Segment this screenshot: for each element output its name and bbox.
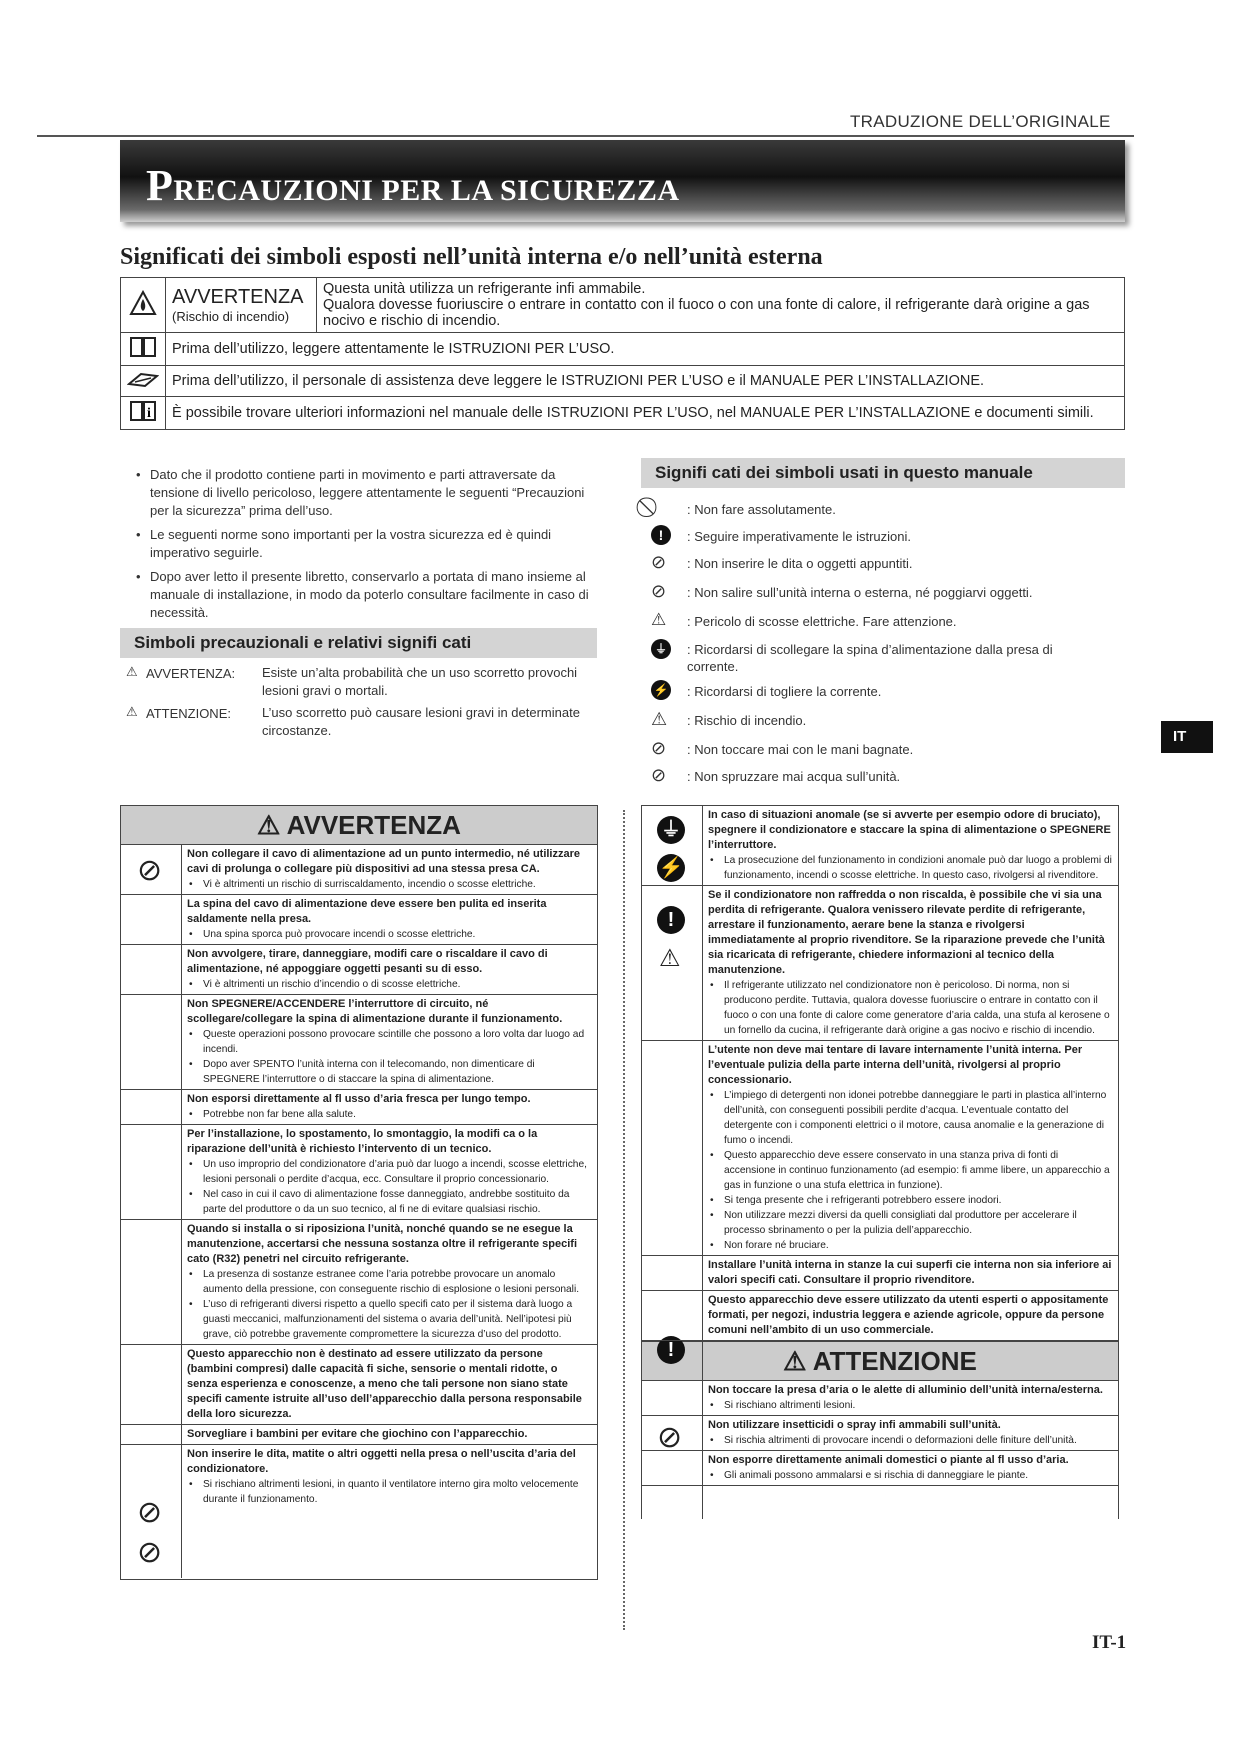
electric-shock-icon: ⚠ [651,610,667,629]
no-fingers-icon: ⊘ [651,552,667,572]
caution-row: Non utilizzare insetticidi o spray infi ammabili sull’unità. • Si rischia altrimenti di provocare incendi o deformazioni delle finiture dell’unità. [642,1416,1118,1451]
warning-row: Non SPEGNERE/ACCENDERE l’interruttore di circuito, né scollegare/collegare la spina di alimentazione durante il funzionamento. • Queste operazioni possono provocare scintille che possono a loro volta dar luogo ad incendi. • Dopo aver SPENTO l’unità interna con il telecomando, non dimenticare di SPEGNERE l’interruttore o di staccare la spina di alimentazione. [121,995,597,1090]
manual-symbols-list: : Non fare assolutamente. ! : Seguire imperativamente le istruzioni. ⊘ : Non inserire le dita o oggetti appuntiti. ⊘ : Non salire sull’unità interna o esterna, né poggiarvi oggetti. ⚠ : Pericolo di scosse elettriche. Fare attenzione. ⏚ : Ricordarsi di scollegare la spina d’alimentazione dalla presa di corrente. ⚡ : Ricordarsi di togliere la corrente. ⚠ : Rischio di incendio. ⊘ : Non toccare mai con le mani bagnate. ⊘ : Non spruzzare mai acqua sull’unità. [651,502,1053,785]
warning-row: Installare l’unità interna in stanze la cui superfi cie interna non sia inferiore ai valori specifi cati. Consultare il proprio rivenditore. [642,1256,1118,1291]
intro-bullet: • Le seguenti norme sono importanti per la vostra sicurezza ed è quindi imperativo seguirle. [148,526,594,562]
warning-label-cell: AVVERTENZA (Rischio di incendio) [166,278,317,333]
warning-row: Questo apparecchio deve essere utilizzato da utenti esperti o appositamente formati, per negozi, industria leggera e aziende agricole, oppure da persone comuni nell’ambito di un uso commerciale. [642,1291,1118,1341]
warning-triangle-icon: ⚠ [126,664,138,679]
unplug-icon: ⏚ [651,639,671,659]
warning-text: Questa unità utilizza un refrigerante infi ammabile. Qualora dovesse fuoriuscire o entrare in contatto con il fuoco o con una fonte di calore, il refrigerante darà origine a gas nocivo e rischio di incendio. [317,278,1125,333]
manual-symbols-heading: Signifi cati dei simboli usati in questo manuale [641,458,1125,488]
info-book-icon [121,397,166,430]
page-number: IT-1 [1092,1632,1127,1653]
power-off-icon: ⚡ [657,854,685,882]
warning-box-continued [641,805,1119,1519]
warning-row: Sorvegliare i bambini per evitare che giochino con l’apparecchio. [121,1425,597,1445]
intro-bullets [134,466,594,628]
symbol-row-3: È possibile trovare ulteriori informazioni nel manuale delle ISTRUZIONI PER L’USO, nel MANUALE PER L’INSTALLAZIONE e documenti simili. [166,397,1125,430]
language-tab: IT [1161,721,1213,753]
warning-row: L’utente non deve mai tentare di lavare internamente l’unità interna. Per l’eventuale pulizia della parte interna dell’unità, rivolgersi al proprio concessionario. • L’impiego di detergenti non idonei potrebbe danneggiare le parti in plastica all’interno dell’unità, con conseguenti possibili perdite d’acqua. L’eventuale contatto del detergente con i componenti elettrici o il motore, causa anomalie e la generazione di fumo o incendi. • Questo apparecchio deve essere conservato in una stanza priva di fonti di accensione in continuo funzionamento (ad esempio: fi amme libere, un apparecchio a gas in funzione o una stufa elettrica in funzione). • Si tenga presente che i refrigeranti potrebbero essere inodori. • Non utilizzare mezzi diversi da quelli consigliati dal produttore per accelerare il processo sbrinamento o per la pulizia dell’apparecchio. • Non forare né bruciare. [642,1041,1118,1256]
no-wet-hands-icon: ⊘ [651,738,667,758]
warning-row: In caso di situazioni anomale (se si avverte per esempio odore di bruciato), spegnere il condizionatore e staccare la spina di alimentazione o SPEGNERE l’interruttore. • La prosecuzione del funzionamento in condizioni anomale può dar luogo a problemi di funzionamento, incendi o scosse elettriche. In questo caso, rivolgersi al rivenditore. [642,806,1118,886]
intro-bullet: • Dopo aver letto il presente libretto, conservarlo a portata di mano insieme al manuale di installazione, in modo da poterlo consultare facilmente in caso di necessità. [148,568,594,622]
warning-row: La spina del cavo di alimentazione deve essere ben pulita ed inserita saldamente nella presa. • Una spina sporca può provocare incendi o scosse elettriche. [121,895,597,945]
warning-box-title: ⚠ AVVERTENZA [121,806,597,845]
warning-row: Non avvolgere, tirare, danneggiare, modifi care o riscaldare il cavo di alimentazione, né appoggiare oggetti pesanti su di esso. • Vi è altrimenti un rischio d’incendio o di scosse elettriche. [121,945,597,995]
mandatory-icon: ! [651,525,671,545]
caution-triangle-icon: ⚠ [126,704,138,719]
warning-title-icon: ⚠ [257,810,287,840]
caution-box-title: ⚠ ATTENZIONE [642,1341,1118,1381]
power-off-icon: ⚡ [651,680,671,700]
warning-row: Non inserire le dita, matite o altri oggetti nella presa o nell’uscita d’aria del condizionatore. • Si rischiano altrimenti lesioni, in quanto il ventilatore interno gira molto velocemente durante il funzionamento. [121,1445,597,1509]
symbols-heading: Significati dei simboli esposti nell’unità interna e/o nell’unità esterna [120,244,823,270]
precaution-symbols-heading: Simboli precauzionali e relativi signifi cati [120,628,597,658]
warning-row: Questo apparecchio non è destinato ad essere utilizzato da persone (bambini compresi) dalle capacità fi siche, sensorie o mentali ridotte, o senza esperienza e conoscenze, a meno che tali persone non siano state specifi camente istruite all’uso dell’apparecchio dalla persona responsabile della loro sicurezza. [121,1345,597,1425]
fire-risk-icon: ⚠ [651,709,668,729]
warning-row: Se il condizionatore non raffredda o non riscalda, è possibile che vi sia una perdita di refrigerante. Qualora venissero rilevate perdite di refrigerante, arrestare il funzionamento, aerare bene la stanza e rivolgersi immediatamente al proprio rivenditore. Se la riparazione prevede che l’unità sia ricaricata di refrigerante, chiedere informazioni al tecnico della manutenzione. • Il refrigerante utilizzato nel condizionatore non è pericoloso. Di norma, non si producono perdite. Tuttavia, qualora dovesse fuoriuscire o entrare in contatto con il fuoco o con una fonte di calore come generatore d’aria calda, una stufa al kerosene o un fornello da cucina, il refrigerante darà origine a gas nocivo e rischio di incendio. [642,886,1118,1041]
mandatory-icon: ! [657,906,685,934]
symbol-row-1: Prima dell’utilizzo, leggere attentamente le ISTRUZIONI PER L’USO. [166,333,1125,366]
prohibition-icon: ⊘ [657,1421,683,1454]
caution-row: Non esporre direttamente animali domestici o piante al fl usso d’aria. • Gli animali possono ammalarsi e si rischia di danneggiare le piante. [642,1451,1118,1486]
header-rule [37,135,1134,137]
prohibition-icon: ⊘ [137,854,163,887]
symbols-table [120,277,1125,430]
caution-title-icon: ⚠ [783,1346,813,1376]
caution-row: Non toccare la presa d’aria o le alette di alluminio dell’unità interna/esterna. • Si rischiano altrimenti lesioni. [642,1381,1118,1416]
service-manual-icon [121,366,166,397]
translation-label: TRADUZIONE DELL’ORIGINALE [850,112,1111,131]
page-title: PRECAUZIONI PER LA SICUREZZA [146,161,680,210]
warning-box [120,805,598,1580]
fire-risk-icon: ⚠ [659,945,681,972]
column-divider [623,810,625,1630]
precaution-label: AVVERTENZA: [146,666,236,681]
mandatory-icon: ! [657,1336,685,1364]
symbol-row-2: Prima dell’utilizzo, il personale di assistenza deve leggere le ISTRUZIONI PER L’USO e il MANUALE PER L’INSTALLAZIONE. [166,366,1125,397]
warning-row: Per l’installazione, lo spostamento, lo smontaggio, la modifi ca o la riparazione dell’unità è richiesto l’intervento di un tecnico. • Un uso improprio del condizionatore d’aria può dar luogo a incendi, scosse elettriche, lesioni personali o perdite d’acqua, ecc. Consultare il proprio concessionario. • Nel caso in cui il cavo di alimentazione fosse danneggiato, andrebbe sostituito da parte del produttore o da un suo tecnico, al fi ne di evitare qualsiasi rischio. [121,1125,597,1220]
book-icon [121,333,166,366]
precaution-text: L’uso scorretto può causare lesioni gravi in determinate circostanze. [262,705,580,738]
warning-row: Non collegare il cavo di alimentazione ad un punto intermedio, né utilizzare cavi di prolunga o collegare più dispositivi ad una stessa presa CA. • Vi è altrimenti un rischio di surriscaldamento, incendio o scosse elettriche. [121,845,597,895]
no-water-spray-icon: ⊘ [651,765,667,785]
precaution-label: ATTENZIONE: [146,706,231,721]
warning-row: Non esporsi direttamente al fl usso d’aria fresca per lungo tempo. • Potrebbe non far bene alla salute. [121,1090,597,1125]
fire-warning-icon [121,278,166,333]
no-fingers-icon: ⊘ [137,1536,163,1569]
no-climbing-icon: ⊘ [651,581,667,601]
warning-row: Quando si installa o si riposiziona l’unità, nonché quando se ne esegue la manutenzione, accertarsi che nessuna sostanza oltre il refrigerante specifi cato (R32) penetri nel circuito refrigerante. • La presenza di sostanze estranee come l’aria potrebbe provocare un anomalo aumento della pressione, con conseguente rischio di esplosione o lesioni personali. • L’uso di refrigeranti diversi rispetto a quello specifi cato per il sistema darà luogo a guasti meccanici, malfunzionamenti del sistema o avaria dell’unità. Nell’ipotesi più grave, ciò potrebbe gravemente compromettere la sicurezza d’uso del prodotto. [121,1220,597,1345]
svg-text:i: i [147,406,151,421]
precaution-symbols-list [120,664,600,744]
unplug-icon: ⏚ [657,816,685,844]
precaution-text: Esiste un’alta probabilità che un uso scorretto provochi lesioni gravi o mortali. [262,665,578,698]
intro-bullet: • Dato che il prodotto contiene parti in movimento e parti attraversate da tensione di livello pericoloso, leggere attentamente le seguenti “Precauzioni per la sicurezza” prima dell’uso. [148,466,594,520]
prohibition-icon: ⊘ [137,1496,163,1529]
